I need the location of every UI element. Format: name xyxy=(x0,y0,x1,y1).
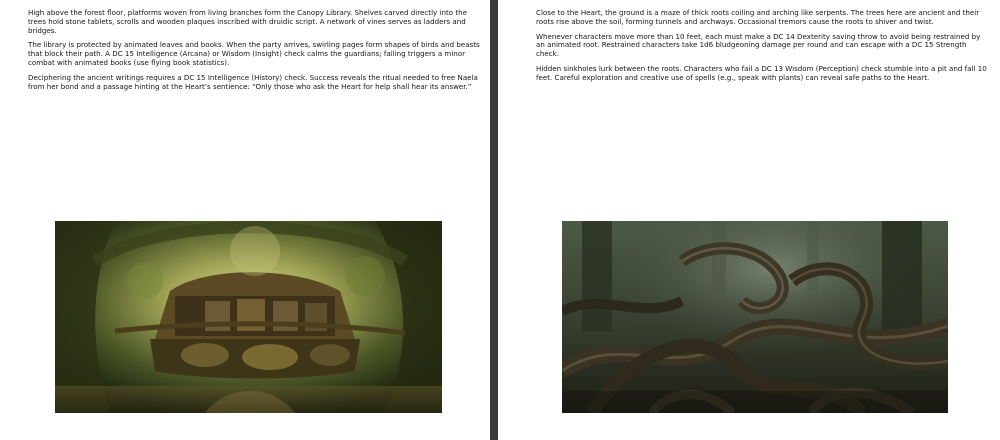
right-paragraph-2: Whenever characters move more than 10 feet, each must make a DC 14 Dexterity saving throw to avoid being restrained by an animated root. Restrained characters take 1d6 bludgeoning damage per round and can escape with a DC 15 Strength check. xyxy=(536,31,981,59)
canopy-library-illustration xyxy=(55,221,442,413)
left-paragraph-1: High above the forest floor, platforms woven from living branches form the Canopy Library. Shelves carved directly into the trees hold stone tablets, scrolls and wooden plaques inscribed with druidic script. A network of vines serves as ladders and bridges. xyxy=(28,8,467,35)
right-paragraph-3: Hidden sinkholes lurk between the roots. Characters who fail a DC 13 Wisdom (Perception) check stumble into a pit and fall 10 feet. Careful exploration and creative use of spells (e.g., speak with plants) can reveal safe paths to the Heart. xyxy=(536,63,987,82)
left-page-text xyxy=(28,9,484,97)
page-gutter xyxy=(490,0,498,440)
left-page xyxy=(0,0,490,440)
left-paragraph-3: Deciphering the ancient writings requires a DC 15 Intelligence (History) check. Success reveals the ritual needed to free Naela from her bond and a passage hinting at the Heart’s sentience: “Only those who ask the Heart for help shall hear its answer.” xyxy=(28,72,478,91)
right-page-text xyxy=(536,9,988,89)
right-paragraph-1: Close to the Heart, the ground is a maze of thick roots coiling and arching like serpents. The trees here are ancient and their roots rise above the soil, forming tunnels and archways. Occasional tremors cause the roots to shiver and twist. xyxy=(536,8,980,26)
tangled-roots-illustration xyxy=(562,221,948,413)
left-paragraph-2: The library is protected by animated leaves and books. When the party arrives, swirling pages form shapes of birds and beasts that block their path. A DC 15 Intelligence (Arcana) or Wisdom (Insight) check calms the guardians; failing triggers a minor combat with animated books (use flying book statistics). xyxy=(28,40,480,67)
